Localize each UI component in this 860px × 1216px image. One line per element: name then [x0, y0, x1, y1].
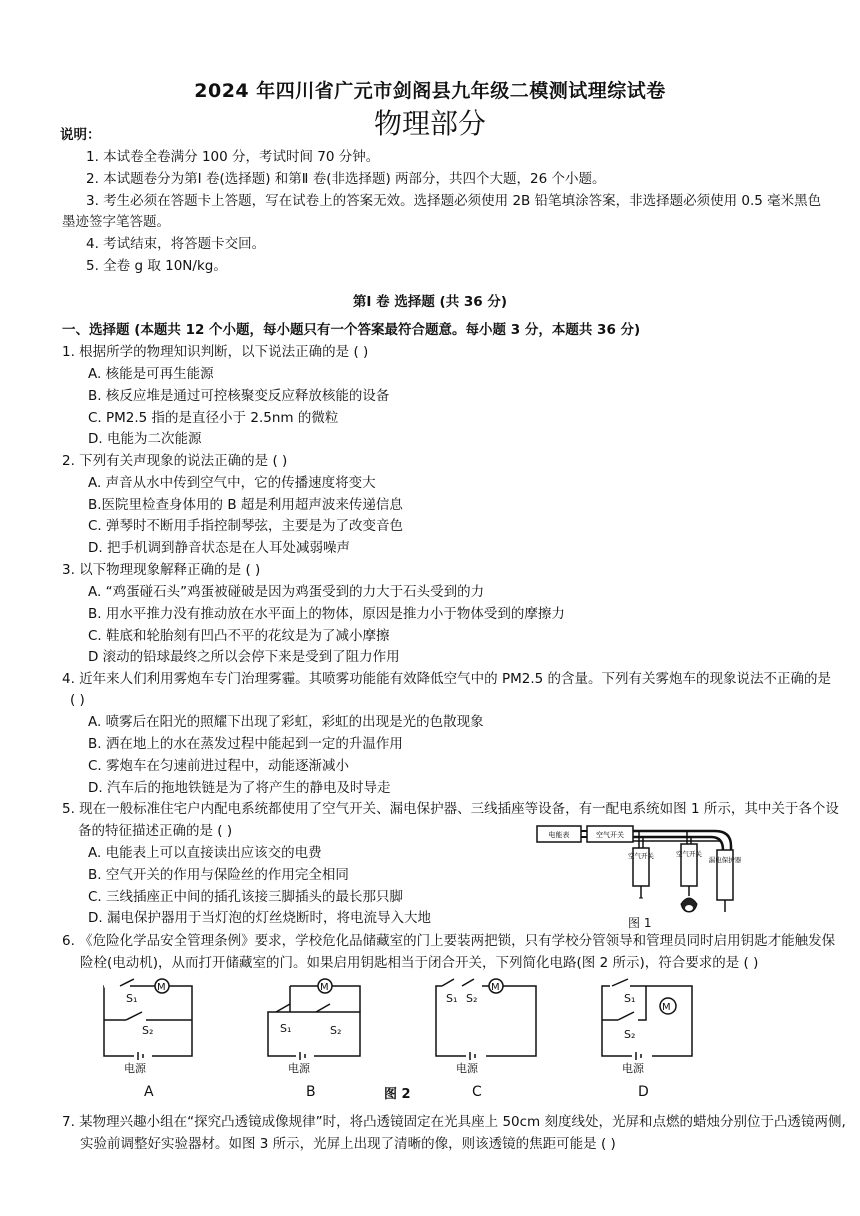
circuit-a-letter: A — [144, 1084, 154, 1100]
question-4-stem: 4. 近年来人们利用雾炮车专门治理雾霾。其喷雾功能能有效降低空气中的 PM2.5 的含量。下列有关雾炮车的现象说法不正确的是 — [62, 671, 832, 687]
figure-2-circuits — [90, 972, 770, 1102]
question-4-option-b: B. 洒在地上的水在蒸发过程中能起到一定的升温作用 — [88, 736, 403, 752]
question-5-option-b: B. 空气开关的作用与保险丝的作用完全相同 — [88, 867, 349, 883]
question-5-stem: 5. 现在一般标准住宅户内配电系统都使用了空气开关、漏电保护器、三线插座等设备，有一配电系统如图 1 所示，其中关于各个设 — [62, 801, 839, 817]
circuit-a-power: 电源 — [124, 1062, 146, 1075]
question-3-option-b: B. 用水平推力没有推动放在水平面上的物体，原因是推力小于物体受到的摩擦力 — [88, 606, 565, 622]
svg-text:漏电保护器 — [709, 855, 742, 864]
circuit-d-power: 电源 — [622, 1062, 644, 1075]
question-4-stem-cont: ( ) — [70, 692, 85, 708]
figure-1-caption: 图 1 — [628, 916, 652, 930]
question-4-option-a: A. 喷雾后在阳光的照耀下出现了彩虹，彩虹的出现是光的色散现象 — [88, 714, 484, 730]
question-2-option-b: B.医院里检查身体用的 B 超是利用超声波来传递信息 — [88, 497, 403, 513]
question-1-option-c: C. PM2.5 指的是直径小于 2.5nm 的微粒 — [88, 410, 339, 426]
circuit-d-s2: S₂ — [624, 1028, 636, 1041]
circuit-c-letter: C — [472, 1084, 482, 1100]
question-5-option-d: D. 漏电保护器用于当灯泡的灯丝烧断时，将电流导入大地 — [88, 910, 431, 926]
question-1-option-b: B. 核反应堆是通过可控核聚变反应释放核能的设备 — [88, 388, 390, 404]
question-2-option-d: D. 把手机调到静音状态是在人耳处减弱噪声 — [88, 540, 350, 556]
question-2-option-c: C. 弹琴时不断用手指控制琴弦，主要是为了改变音色 — [88, 518, 404, 534]
question-6-stem: 6. 《危险化学品安全管理条例》要求，学校危化品储藏室的门上要装两把锁，只有学校分管领导和管理员同时启用钥匙才能触发保 — [62, 933, 836, 949]
exam-subtitle: 物理部分 — [373, 107, 486, 140]
question-4-option-c: C. 雾炮车在匀速前进过程中，动能逐渐减小 — [88, 758, 350, 774]
circuit-c-power: 电源 — [456, 1062, 478, 1075]
question-3-option-d: D 滚动的铅球最终之所以会停下来是受到了阻力作用 — [88, 649, 400, 665]
instructions-heading: 说明： — [60, 127, 101, 143]
question-2-stem: 2. 下列有关声现象的说法正确的是 ( ) — [62, 453, 288, 469]
main-air-switch-label: 空气开关 — [596, 831, 624, 839]
question-7-stem: 7. 某物理兴趣小组在“探究凸透镜成像规律”时，将凸透镜固定在光具座上 50cm 刻度线处，光屏和点燃的蜡烛分别位于凸透镜两侧, — [62, 1114, 846, 1130]
circuit-c-s2: S₂ — [466, 992, 478, 1005]
question-3-stem: 3. 以下物理现象解释正确的是 ( ) — [62, 562, 261, 578]
question-6-stem-cont: 险栓(电动机)，从而打开储藏室的门。如果启用钥匙相当于闭合开关，下列简化电路(图 2 所示)，符合要求的是 ( ) — [80, 955, 759, 971]
circuit-b-letter: B — [306, 1084, 316, 1100]
circuit-b-s1: S₁ — [280, 1022, 292, 1035]
circuit-c-s1: S₁ — [446, 992, 458, 1005]
svg-text:空气开关 — [676, 849, 703, 858]
circuit-b — [268, 979, 360, 1060]
question-7-stem-cont: 实验前调整好实验器材。如图 3 所示，光屏上出现了清晰的像，则该透镜的焦距可能是 ( ) — [80, 1136, 616, 1152]
circuit-b-s2: S₂ — [330, 1024, 342, 1037]
instruction-item: 4. 考试结束，将答题卡交回。 — [86, 236, 266, 252]
exam-title: 2024 年四川省广元市剑阁县九年级二模测试理综试卷 — [194, 80, 666, 102]
circuit-a-s1: S₁ — [126, 992, 138, 1005]
leakage-label-text: 漏电保护器 — [708, 856, 742, 864]
section-heading: 第Ⅰ 卷 选择题 (共 36 分) — [352, 294, 508, 310]
question-1-option-a: A. 核能是可再生能源 — [88, 366, 214, 382]
breaker-2-label-text: 空气开关 — [676, 850, 702, 858]
circuit-a — [104, 979, 192, 1060]
instruction-item: 3. 考生必须在答题卡上答题，写在试卷上的答案无效。选择题必须使用 2B 铅笔填涂答案，非选择题必须使用 0.5 毫米黑色 — [86, 193, 822, 209]
question-5-stem-cont: 备的特征描述正确的是 ( ) — [78, 823, 233, 839]
part-title: 一、选择题 (本题共 12 个小题，每小题只有一个答案最符合题意。每小题 3 分，本题共 36 分) — [62, 322, 641, 338]
circuit-a-motor: M — [157, 982, 166, 993]
circuit-d — [602, 979, 692, 1060]
question-5-option-a: A. 电能表上可以直接读出应该交的电费 — [88, 845, 322, 861]
question-2-option-a: A. 声音从水中传到空气中，它的传播速度将变大 — [88, 475, 376, 491]
circuit-d-motor: M — [662, 1002, 671, 1013]
instruction-item: 5. 全卷 g 取 10N/kg。 — [86, 258, 227, 274]
circuit-d-letter: D — [638, 1084, 649, 1100]
instruction-item: 墨迹签字笔答题。 — [62, 214, 170, 230]
circuit-b-motor: M — [320, 982, 329, 993]
question-3-option-a: A. “鸡蛋碰石头”鸡蛋被碰破是因为鸡蛋受到的力大于石头受到的力 — [88, 584, 485, 600]
meter-label: 电能表 — [548, 831, 570, 839]
question-1-option-d: D. 电能为二次能源 — [88, 431, 202, 447]
question-5-option-c: C. 三线插座正中间的插孔该接三脚插头的最长那只脚 — [88, 889, 404, 905]
breaker-1-label — [628, 851, 655, 860]
question-4-option-d: D. 汽车后的拖地铁链是为了将产生的静电及时导走 — [88, 780, 391, 796]
question-3-option-c: C. 鞋底和轮胎刻有凹凸不平的花纹是为了减小摩擦 — [88, 628, 390, 644]
circuit-c-motor: M — [491, 982, 500, 993]
breaker-1-label-text: 空气开关 — [628, 852, 654, 860]
circuit-d-s1: S₁ — [624, 992, 636, 1005]
circuit-b-power: 电源 — [288, 1062, 310, 1075]
figure-2-caption: 图 2 — [384, 1087, 411, 1102]
instruction-item: 2. 本试题卷分为第Ⅰ 卷(选择题) 和第Ⅱ 卷(非选择题) 两部分，共四个大题，26 个小题。 — [86, 171, 606, 187]
question-1-stem: 1. 根据所学的物理知识判断，以下说法正确的是 ( ) — [62, 344, 369, 360]
instruction-item: 1. 本试卷全卷满分 100 分，考试时间 70 分钟。 — [86, 149, 380, 165]
circuit-a-s2: S₂ — [142, 1024, 154, 1037]
